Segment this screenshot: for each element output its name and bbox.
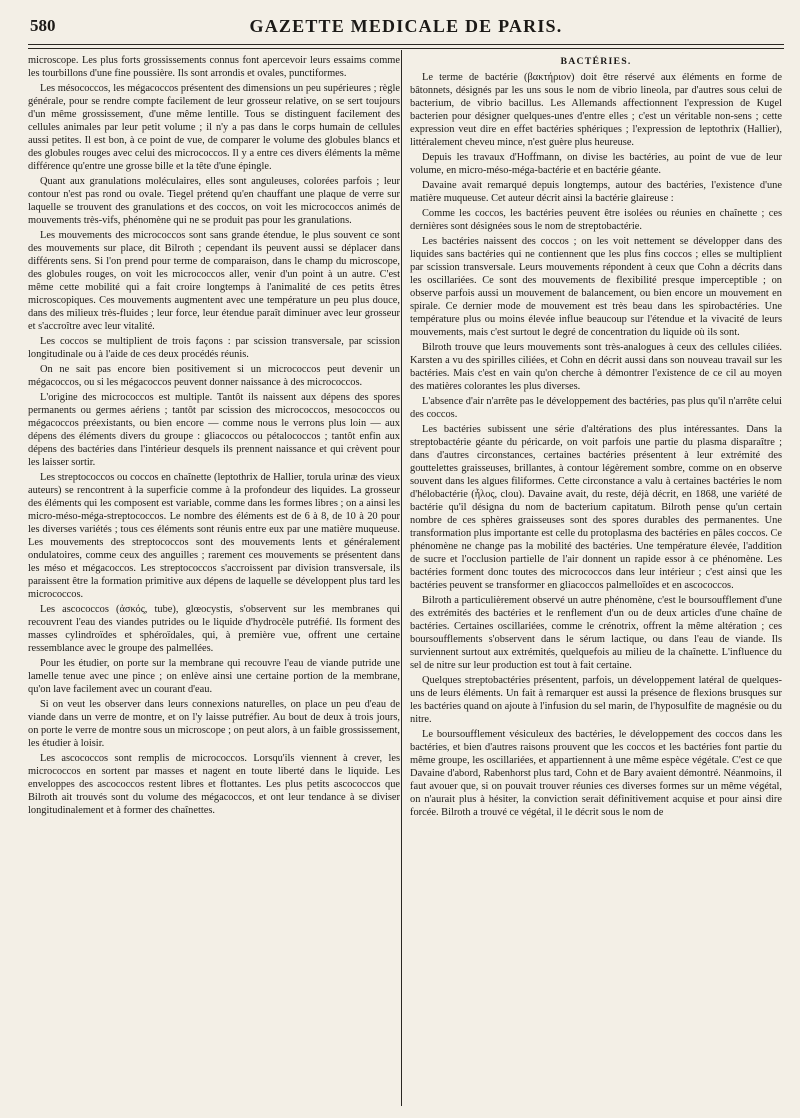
right-column (410, 54, 782, 1104)
paragraph: Si on veut les observer dans leurs connexions naturelles, on place un peu d'eau de viande dans un verre de montre, et on l'y laisse putréfier. Au bout de deux à trois jours, on porte le verre de montre sous un microscope ; on peut alors, à un faible grossissement, les étudier à loisir. (28, 699, 400, 749)
header-rule (28, 44, 784, 45)
column-divider (401, 50, 402, 1106)
page-header (30, 14, 782, 44)
paragraph: Quelques streptobactéries présentent, parfois, un développement latéral de quelques-uns de leurs éléments. Un fait à remarquer est aussi la présence de flexions brusques sur les bactéries quand on ajoute à l'infusion du sel marin, de l'hyposulfite de magnésie ou du nitre. (410, 675, 782, 725)
paragraph: Bilroth trouve que leurs mouvements sont très-analogues à ceux des cellules ciliées. Karsten a vu des spirilles ciliées, et Cohn en décrit aussi dans son nouveau travail sur les bactéries. Mais c'est en vain qu'on cherche à démontrer l'existence de ce cil au moyen des matières colorantes les plus diverses. (410, 342, 782, 392)
paragraph: Le terme de bactérie (βακτήριον) doit être réservé aux éléments en forme de bâtonnets, désignés par les uns sous le nom de vibrio lineola, par d'autres sous celui de bacterium, de vibrio bacillus. Les Allemands affectionnent l'expression de Kugel bacterien pour désigner quelques-unes d'entre elles ; c'est un véritable non-sens ; cette expression veut dire en effet bactéries sphériques ; l'expression de leptothrix (Hallier), littéralement cheveu mince, n'est guère plus heureuse. (410, 72, 782, 148)
paragraph: Les streptococcos ou coccos en chaînette (leptothrix de Hallier, torula urinæ des vieux auteurs) se rencontrent à la superficie comme à la profondeur des liquides. La grosseur des éléments qui les composent est variable, comme dans les formes libres ; on a ainsi les micro-méso-méga-streptococcos. Le nombre des éléments est de 6 à 8, de 10 à 20 pour les diverses variétés ; tous ces éléments sont réunis entre eux par une matière muqueuse. Les mouvements des streptococcos sont des mouvements lents et généralement ondulatoires, comme ceux des anguilles ; rarement ces mouvements se présentent dans les méso et mégacoccos. Les streptococcos s'accroissent par division transversale, ils paraissent être la formation primitive aux dépens de laquelle se développent plus tard les micrococcos. (28, 472, 400, 600)
paragraph: Les bactéries subissent une série d'altérations des plus intéressantes. Dans la streptobactérie géante du péricarde, on voit parfois une partie du plasma disparaître ; dans d'autres circonstances, certaines bactéries présentent à leur extrémité des gouttelettes graisseuses, brillantes, à contour légèrement sombre, comme on en observe souvent dans les algues filiformes. Cette circonstance a valu à certaines bactéries le nom d'hélobactérie (ἧλος, clou). Davaine avait, du reste, déjà décrit, en 1868, une variété de bactérie qu'il désigna du nom de bacterium capitatum. Bilroth pense qu'un certain nombre de ces sphères graisseuses sont des spores durables des permanentes. Une transformation plus importante est celle du protoplasma des bactéries en pâles coccos. Ce phénomène ne change pas la mobilité des bactéries. Une température élevée, l'addition de sucre et l'occlusion partielle de l'air donnent un rapide essor à ce phénomène. Les bactéries forment donc toutes des micrococcos dans leur intérieur ; c'est ainsi que les bactéries peuvent se transformer en gliacoccos palmelloïdes et en ascococcos. (410, 424, 782, 591)
paragraph: Les ascococcos sont remplis de micrococcos. Lorsqu'ils viennent à crever, les micrococcos en sortent par masses et nagent en toute liberté dans le liquide. Les enveloppes des ascococcos restent libres et flottantes. Les plus petits ascococcos que Bilroth ait trouvés sont du volume des mégacoccos, et ont leur tendance à se diviser longitudinalement et à former des chaînettes. (28, 753, 400, 816)
paragraph: L'absence d'air n'arrête pas le développement des bactéries, pas plus qu'il n'arrête celui des coccos. (410, 396, 782, 420)
paragraph: Les coccos se multiplient de trois façons : par scission transversale, par scission longitudinale ou à l'aide de ces deux procédés réunis. (28, 336, 400, 360)
paragraph: microscope. Les plus forts grossissements connus font apercevoir leurs essaims comme les tourbillons d'une fine poussière. Ils sont arrondis et ovales, punctiformes. (28, 55, 400, 79)
paragraph: Pour les étudier, on porte sur la membrane qui recouvre l'eau de viande putride une lamelle tenue avec une pince ; on enlève ainsi une certaine portion de la membrane, qu'on lave facilement avec un courant d'eau. (28, 658, 400, 695)
paragraph: L'origine des micrococcos est multiple. Tantôt ils naissent aux dépens des spores permanents ou germes aériens ; tantôt par scission des micrococcos, mesococcos ou mégacoccos préexistants, ou bien encore — comme nous le verrons plus loin — aux dépens des éléments divers du groupe : gliacoccos ou pétalococcos ; tantôt enfin aux dépens des bactéries dans l'intérieur desquels ils prennent naissance et qui crèvent pour les laisser sortir. (28, 392, 400, 468)
left-column (28, 54, 400, 1104)
journal-title: GAZETTE MEDICALE DE PARIS. (249, 16, 563, 36)
paragraph: Le boursoufflement vésiculeux des bactéries, le développement des coccos dans les bactéries, et bien d'autres raisons prouvent que les coccos et les bactéries font partie du même groupe, les oscillariées, et appartiennent à une même espèce végétale. C'est ce que Davaine d'abord, Rabenhorst plus tard, Cohn et de Bary avaient démontré. Néanmoins, il faut avouer que, si on pouvait trouver réunies ces diverses formes sur un même végétal, on n'aurait plus à hésiter, la conviction serait définitivement acquise et pour ainsi dire forcée. Bilroth a trouvé ce végétal, il le décrit sous le nom de (410, 729, 782, 818)
paragraph: Comme les coccos, les bactéries peuvent être isolées ou réunies en chaînette ; ces dernières sont désignées sous le nom de streptobactérie. (410, 208, 782, 232)
paragraph: Depuis les travaux d'Hoffmann, on divise les bactéries, au point de vue de leur volume, en micro-méso-méga-bactérie et en bactérie géante. (410, 152, 782, 176)
section-title: BACTÉRIES. (560, 56, 632, 67)
paragraph: Davaine avait remarqué depuis longtemps, autour des bactéries, l'existence d'une matière muqueuse. Cet auteur décrit ainsi la bactérie glaireuse : (410, 180, 782, 204)
paragraph: Les ascococcos (ἀσκός, tube), glœocystis, s'observent sur les membranes qui recouvrent l'eau des viandes putrides ou le liquide d'hydrocèle putréfié. Ils forment des masses cylindroïdes et sphéroïdales, qui, à première vue, offrent une certaine ressemblance avec le groupe des palmellées. (28, 604, 400, 654)
paragraph: On ne sait pas encore bien positivement si un micrococcos peut devenir un mégacoccos, ou si les mégacoccos peuvent donner naissance à des micrococcos. (28, 364, 400, 388)
paragraph: Les mésococcos, les mégacoccos présentent des dimensions un peu supérieures ; règle générale, pour se rendre compte facilement de leur grosseur relative, on se sert toujours d'un même grossissement, d'une même lentille. Tous se distinguent facilement des cellules animales par leur petit volume ; il n'y a pas dans le corps humain de cellules aussi petites. Il est bon, à ce point de vue, de comparer le volume des globules blancs et des globules rouges avec celui des micrococcos. Il y a entre ces divers éléments la même différence qu'entre une grosse bille et la tête d'une épingle. (28, 83, 400, 172)
header-rule-thin (28, 48, 784, 49)
paragraph: Les mouvements des micrococcos sont sans grande étendue, le plus souvent ce sont des mouvements sur place, dit Bilroth ; cependant ils peuvent aussi se déplacer dans différents sens. Si l'on prend pour terme de comparaison, dans le champ du microscope, des globules rouges, on voit les micrococcos aller, venir d'un point à un autre. C'est même cette mobilité qui a fait croire longtemps à l'animalité de ces petits êtres microscopiques. Ces mouvements augmentent avec une température un peu plus douce, dans des milieux très-fluides ; leur force, leur étendue paraît diminuer avec leur grosseur et s'accroître avec leur vitalité. (28, 230, 400, 332)
paragraph: Bilroth a particulièrement observé un autre phénomène, c'est le boursoufflement d'une des extrémités des bactéries et le renflement d'un ou de deux articles d'une chaîne de bactéries. Certaines oscillariées, comme le crénotrix, offrent la même altération ; ces boursoufflements s'observent dans le sérum lactique, ou dans l'eau de viande. Ils surviennent surtout aux extrémités, quelquefois au milieu de la chaînette. L'influence du sel de nitre sur leur production est tout à fait certaine. (410, 595, 782, 671)
paragraph: Quant aux granulations moléculaires, elles sont anguleuses, colorées parfois ; leur contour n'est pas rond ou ovale. Tiegel prétend qu'en chauffant une plaque de verre sur laquelle se trouvent des granulations et des coccos, on voit les micrococcos animés de mouvements très-vifs, phénomène qui ne se produit pas pour les granulations. (28, 176, 400, 226)
page-number: 580 (30, 16, 56, 35)
paragraph: Les bactéries naissent des coccos ; on les voit nettement se développer dans des liquides sans bactéries qui ne contiennent que les plus fins coccos ; elles se multiplient par scission transversale. Leurs mouvements répondent à ceux que Cohn a décrits dans les oscillariées. Ce sont des mouvements de flexibilité presque imperceptible ; on observe parfois aussi un mouvement de balancement, ou bien encore un mouvement en spirale. Ce dernier mode de mouvement est très beau dans les spirobactéries. Une température plus ou moins élevée influe beaucoup sur l'étendue et la vivacité de leurs mouvements, mais c'est surtout le degré de concentration du liquide où ils sont. (410, 236, 782, 338)
